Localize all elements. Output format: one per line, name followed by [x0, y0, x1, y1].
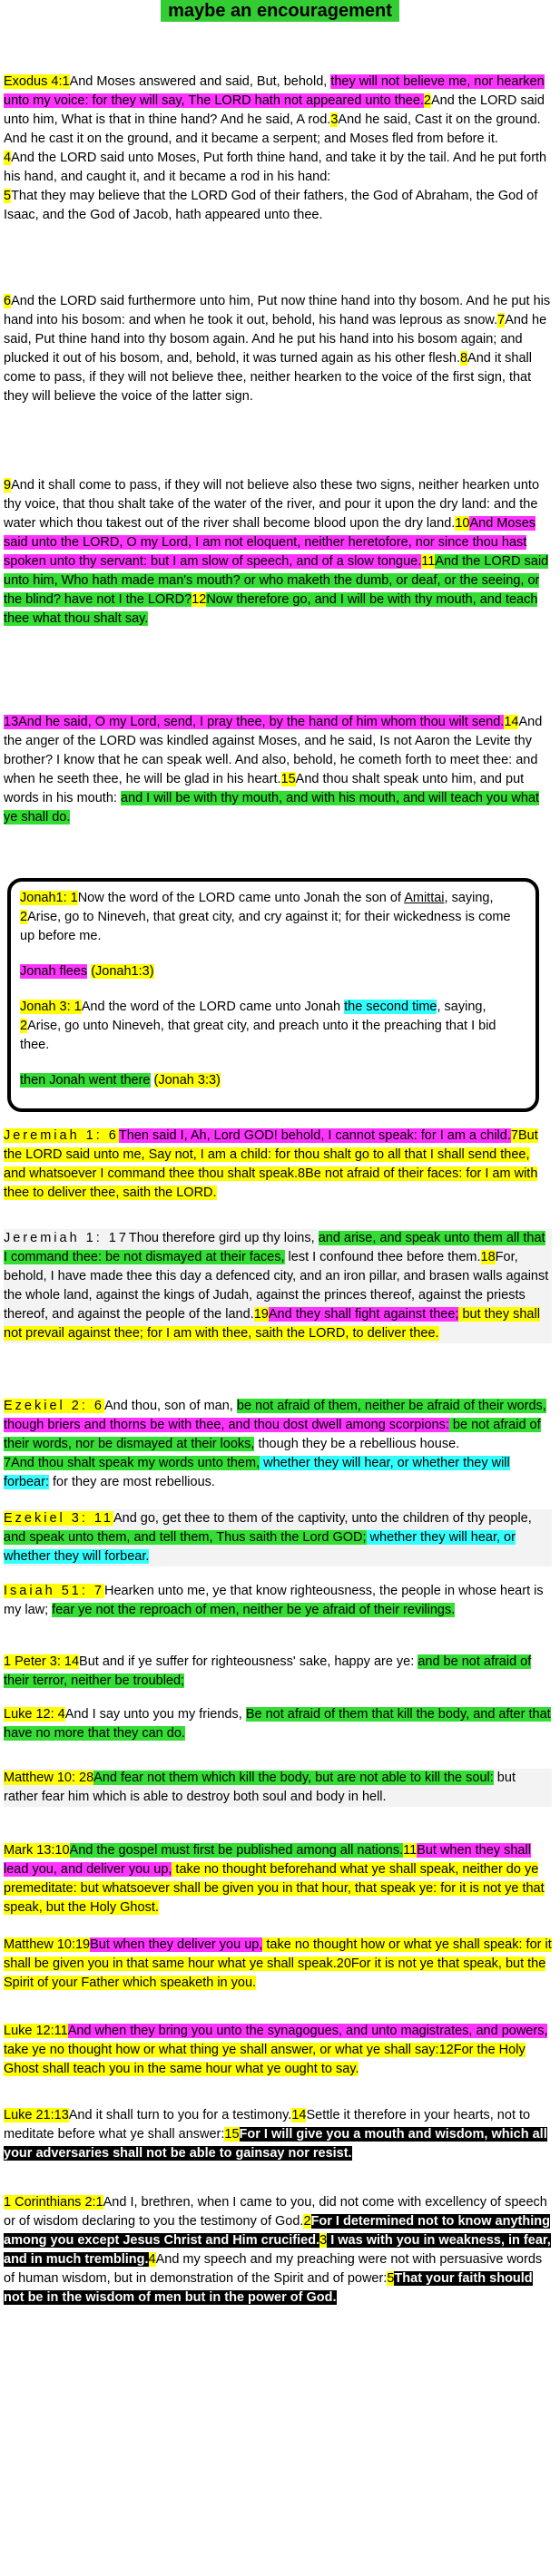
verse-ref: Ezekiel 2: 6	[4, 1399, 104, 1413]
verse-text: And the LORD said unto Moses, Put forth thine hand, and take it by the tail. And he put forth his hand, and caught it, and it became a rod in his hand:	[4, 151, 547, 184]
verse-text: for they are most rebellious.	[48, 1475, 215, 1489]
verse-text-highlight: they will not believe me, nor hearken unto my voice: for they will say, The LORD hath not appeared unto thee.	[4, 74, 545, 108]
verse-ref: (Jonah 3:3)	[153, 1073, 221, 1088]
passage-ezekiel-3-11	[4, 1509, 552, 1566]
verse-text: That they may believe that the LORD God of their fathers, the God of Abraham, the God of Isaac, and the God of Jacob, hath appeared unto thee.	[4, 189, 538, 222]
passage-luke-12-11	[4, 2022, 552, 2079]
page-title-wrap	[0, 0, 560, 29]
verse-text: though they be a rebellious house.	[254, 1437, 460, 1451]
verse-number: 5	[387, 2271, 395, 2286]
verse-ref: (Jonah1:3)	[91, 964, 154, 979]
verse-text: And thou, son of man,	[103, 1399, 237, 1413]
verse-number: 15	[224, 2127, 240, 2142]
verse-text-highlight: the second time	[344, 1000, 437, 1014]
verse-text-highlight: 7And thou shalt speak my words unto them,	[4, 1456, 260, 1470]
verse-text-highlight: For I determined not to know anything among you except Jesus Christ and Him crucified.	[4, 2214, 550, 2248]
verse-number: 10	[455, 516, 470, 531]
verse-text: , saying,	[444, 891, 494, 905]
verse-text-highlight: take no thought how or what ye shall speak: for it shall be given you in that same hour what ye shall speak.	[4, 1937, 552, 1971]
verse-number: 7	[497, 313, 506, 327]
verse-ref: Luke 12:11	[4, 2024, 68, 2038]
verse-text-highlight: For I will give you a mouth and wisdom, which all your adversaries shall not be able to gainsay nor resist.	[4, 2127, 547, 2161]
verse-number: 8	[298, 1166, 306, 1181]
verse-text-highlight: whether they will hear, or whether they will forbear:	[4, 1456, 510, 1489]
verse-text: But and if ye suffer for righteousness' sake, happy are ye:	[79, 1654, 418, 1669]
verse-text-highlight: fear ye not the reproach of men, neither be ye afraid of their revilings.	[52, 1603, 456, 1617]
verse-text: And it shall turn to you for a testimony.	[68, 2108, 292, 2122]
passage-exodus-4-13	[4, 713, 552, 827]
passage-exodus-4-1	[4, 73, 552, 225]
verse-text: Arise, go to Nineveh, that great city, and cry against it; for their wickedness is come up before me.	[20, 910, 511, 943]
verse-text-highlight: be not afraid of their words, nor be dismayed at their looks,	[4, 1418, 541, 1451]
verse-text: And he said, Cast it on the ground. And he cast it on the ground, and it became a serpent; and Moses fled from before it.	[4, 112, 541, 146]
verse-text: And the LORD said furthermore unto him, Put now thine hand into thy bosom. And he put his hand into his bosom: and when he took it out, behold, his hand was leprous as snow.	[4, 294, 551, 327]
verse-ref: 1 Peter 3: 14	[4, 1654, 80, 1669]
verse-text-highlight: Be not afraid of them that kill the body, and after that have no more that they can do.	[4, 1707, 551, 1741]
verse-text: , saying,	[437, 1000, 486, 1014]
passage-1-corinthians-2-1	[4, 2193, 552, 2308]
verse-ref: Jeremiah 1: 6	[4, 1128, 119, 1143]
verse-text-highlight: and I will be with thy mouth, and with his mouth, and will teach you what ye shall do.	[4, 791, 539, 825]
verse-number: 18	[480, 1250, 496, 1264]
verse-text-highlight: And Moses said unto the LORD, O my Lord, I am not eloquent, neither heretofore, nor since thou hast spoken unto thy servant: but I am slow of speech, and of a slow tongue.	[4, 516, 536, 569]
verse-text-highlight: whether they will hear, or whether they will forbear.	[4, 1530, 516, 1564]
verse-text: And the LORD said unto him, What is that in thine hand? And he said, A rod.	[4, 93, 545, 127]
verse-number: 11	[403, 1843, 418, 1858]
verse-text-highlight: For the Holy Ghost shall teach you in the same hour what ye ought to say.	[4, 2043, 526, 2076]
verse-text-highlight: Be not afraid of their faces: for I am with thee to deliver thee, saith the LORD.	[4, 1166, 538, 1200]
verse-number: 14	[291, 2108, 307, 2122]
verse-number: 3	[319, 2233, 328, 2248]
page-title: maybe an encouragement	[161, 0, 399, 22]
verse-number: 15	[280, 772, 296, 786]
passage-luke-12-4	[4, 1705, 552, 1743]
verse-text-highlight: take no thought beforehand what ye shall speak, neither do ye premeditate: but whatsoever shall be given you in that hour, that speak ye: for it is not ye that speak, but the Holy Ghost.	[4, 1862, 545, 1915]
jonah-box	[7, 878, 539, 1112]
verse-ref: Isaiah 51: 7	[4, 1584, 104, 1598]
verse-text-highlight: And when they bring you unto the synagogues, and unto magistrates, and powers,	[67, 2024, 548, 2038]
verse-text: And go, get thee to them of the captivity, unto the children of thy people,	[113, 1511, 532, 1526]
verse-text-highlight: But the LORD said unto me, Say not, I am a child: for thou shalt go to all that I shall send thee, and whatsoever I command thee thou shalt speak.	[4, 1128, 538, 1181]
verse-text-highlight: and speak unto them, and tell them, Thus saith the Lord GOD;	[4, 1530, 367, 1545]
jonah-went-label: then Jonah went there	[20, 1073, 151, 1088]
verse-text-highlight: And fear not them which kill the body, but are not able to kill the soul:	[93, 1771, 494, 1785]
verse-text-highlight: But when they deliver you up,	[90, 1937, 263, 1952]
verse-text: Now the word of the LORD came unto Jonah the son of	[77, 891, 405, 905]
verse-ref: Mark 13:10	[4, 1843, 70, 1858]
verse-text: And Moses answered and said, But, behold,	[69, 74, 331, 89]
verse-ref: Exodus 4:1	[4, 74, 70, 89]
verse-text-highlight: But when they shall lead you, and deliver you up,	[4, 1843, 531, 1877]
verse-ref: Ezekiel 3: 11	[4, 1511, 113, 1526]
passage-exodus-4-9	[4, 476, 552, 629]
verse-text: Amittai	[404, 891, 445, 905]
verse-number: 5	[4, 189, 12, 203]
verse-text: but rather fear him which is able to destroy both soul and body in hell.	[4, 1771, 516, 1804]
verse-text: And it shall come to pass, if they will not believe also these two signs, neither hearken unto thy voice, that thou shalt take of the water of the river, and pour it upon the dry land: and the water which thou takest out of the river shall become blood upon the dry land.	[4, 478, 540, 531]
passage-1-peter-3-14	[4, 1653, 552, 1691]
passage-luke-21-13	[4, 2106, 552, 2163]
verse-number: 2	[303, 2214, 311, 2229]
passage-exodus-4-6	[4, 292, 552, 406]
verse-text-highlight: That your faith should not be in the wisdom of men but in the power of God.	[4, 2271, 533, 2305]
passage-matthew-10-28	[4, 1769, 552, 1807]
verse-ref: Luke 21:13	[4, 2108, 69, 2122]
verse-text: And the anger of the LORD was kindled against Moses, and he said, Is not Aaron the Levite thy brother? I know that he can speak well. And also, behold, he cometh forth to meet thee: and when he seeth thee, he will be glad in his heart.	[4, 715, 543, 786]
verse-text-highlight: I was with you in weakness, in fear, and in much trembling.	[4, 2233, 551, 2267]
passage-jeremiah-1-6	[4, 1127, 552, 1203]
verse-ref: Jonah1: 1	[20, 891, 78, 905]
verse-text: Hearken unto me, ye that know righteousness, the people in whose heart is my law;	[4, 1584, 544, 1617]
verse-number: 4	[4, 151, 12, 165]
passage-ezekiel-2-6	[4, 1397, 552, 1492]
verse-text-highlight: And the gospel must first be published among all nations.	[69, 1843, 404, 1858]
verse-text-highlight: and be not afraid of their terror, neither be troubled;	[4, 1654, 532, 1688]
verse-number: 8	[459, 351, 468, 366]
verse-text: Thou therefore gird up thy loins,	[128, 1231, 319, 1245]
verse-text: For, behold, I have made thee this day a defenced city, and an iron pillar, and brasen walls against the whole land, against the kings of Judah, against the princes thereof, against the priests thereof, and against the people of the land.	[4, 1250, 549, 1322]
verse-number: 4	[148, 2252, 156, 2267]
verse-number: 2	[20, 1019, 28, 1033]
verse-text-highlight: but they shall not prevail against thee; for I am with thee, saith the LORD, to deliver thee.	[4, 1307, 540, 1341]
passage-jeremiah-1-17	[4, 1229, 552, 1343]
verse-number: 2	[20, 910, 28, 924]
verse-number: 2	[423, 93, 431, 108]
verse-number: 20	[336, 1956, 351, 1971]
verse-number: 11	[421, 554, 436, 569]
verse-number: 19	[253, 1307, 269, 1322]
verse-text-highlight: Then said I, Ah, Lord GOD! behold, I cannot speak: for I am a child.	[118, 1128, 511, 1143]
verse-number: 3	[330, 112, 339, 127]
verse-text-highlight: though briers and thorns be with thee, and thou dost dwell among scorpions:	[4, 1418, 449, 1432]
verse-text: And he said, Put thine hand into thy bosom again. And he put his hand into his bosom again; and plucked it out of his bosom, and, behold, it was turned again as his other flesh.	[4, 313, 547, 366]
verse-text-highlight: And the LORD said unto him, Who hath made man's mouth? or who maketh the dumb, or deaf, or the seeing, or the blind? have not I the LORD?	[4, 554, 549, 607]
passage-isaiah-51-7	[4, 1582, 552, 1620]
verse-text: Arise, go unto Nineveh, that great city, and preach unto it the preaching that I bid thee.	[20, 1019, 496, 1052]
verse-ref: 1 Corinthians 2:1	[4, 2195, 103, 2210]
verse-ref: Matthew 10:19	[4, 1937, 91, 1952]
verse-ref: Matthew 10: 28	[4, 1771, 94, 1785]
verse-ref: Jeremiah 1: 17	[4, 1231, 129, 1245]
verse-text: And it shall come to pass, if they will not believe thee, neither hearken to the voice of the first sign, that they will believe the voice of the latter sign.	[4, 351, 532, 404]
verse-text: And the word of the LORD came unto Jonah	[81, 1000, 345, 1014]
verse-text-highlight: For it is not ye that speak, but the Spirit of your Father which speaketh in you.	[4, 1956, 546, 1990]
verse-ref: Luke 12: 4	[4, 1707, 65, 1722]
verse-text-highlight: Now therefore go, and I will be with thy mouth, and teach thee what thou shalt say.	[4, 592, 538, 626]
verse-number: 9	[4, 478, 12, 493]
verse-number: 12	[192, 592, 207, 607]
verse-text: And thou shalt speak unto him, and put words in his mouth:	[4, 772, 525, 805]
verse-number: 14	[504, 715, 519, 729]
passage-matthew-10-19	[4, 1936, 552, 1993]
jonah-flees-label: Jonah flees	[20, 964, 88, 979]
verse-number: 12	[438, 2043, 454, 2057]
verse-text-highlight: take ye no thought how or what thing ye shall answer, or what ye shall say:	[4, 2043, 439, 2057]
verse-text-highlight: And they shall fight against thee;	[268, 1307, 459, 1322]
verse-number: 6	[4, 294, 12, 308]
passage-mark-13-10	[4, 1841, 552, 1917]
verse-text-highlight: and arise, and speak unto them all that I command thee: be not dismayed at their faces,	[4, 1231, 545, 1264]
verse-text: lest I confound thee before them.	[284, 1250, 481, 1264]
verse-ref: Jonah 3: 1	[20, 1000, 82, 1014]
verse-text-highlight: be not afraid of them, neither be afraid of their words,	[236, 1399, 546, 1413]
verse-text: And my speech and my preaching were not with persuasive words of human wisdom, but in demonstration of the Spirit and of power:	[4, 2252, 543, 2286]
verse-text-highlight: 13And he said, O my Lord, send, I pray thee, by the hand of him whom thou wilt send.	[4, 715, 505, 729]
verse-text: Settle it therefore in your hearts, not to meditate before what ye shall answer:	[4, 2108, 531, 2142]
verse-text: And I say unto you my friends,	[64, 1707, 246, 1722]
verse-number: 7	[510, 1128, 518, 1143]
verse-text: And I, brethren, when I came to you, did not come with excellency of speech or of wisdom declaring to you the testimony of God.	[4, 2195, 547, 2229]
